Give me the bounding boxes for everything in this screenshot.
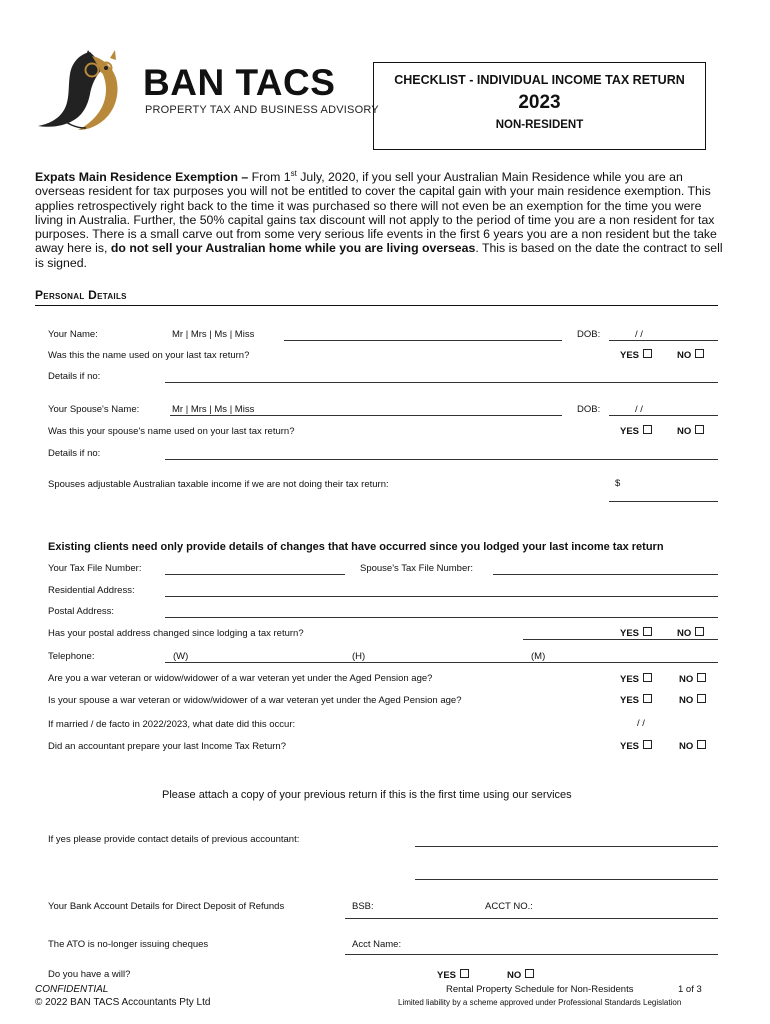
will-question: Do you have a will? [48, 969, 131, 980]
bsb-label: BSB: [352, 901, 374, 912]
bank-details-label: Your Bank Account Details for Direct Deposit of Refunds [48, 901, 285, 912]
spouse-name-used-question: Was this your spouse's name used on your last tax return? [48, 426, 295, 437]
residential-address-input[interactable] [165, 596, 718, 597]
accountant-question: Did an accountant prepare your last Income Tax Return? [48, 741, 286, 752]
acct-no-label: ACCT NO.: [485, 901, 533, 912]
name-used-yes[interactable]: YES [620, 349, 652, 361]
no-cheques-note: The ATO is no-longer issuing cheques [48, 939, 209, 950]
spouse-tfn-input[interactable] [493, 574, 718, 575]
married-question: If married / de facto in 2022/2023, what date did this occur: [48, 719, 296, 730]
accountant-yes[interactable]: YES [620, 740, 652, 752]
phone-work-label: (W) [173, 651, 189, 662]
checkbox-icon[interactable] [695, 349, 704, 358]
intro-from: From 1 [251, 170, 291, 184]
heading-rule [35, 305, 718, 306]
telephone-input[interactable] [165, 662, 718, 663]
spouse-income-label: Spouses adjustable Australian taxable income if we are not doing their tax return: [48, 479, 389, 490]
acct-name-input[interactable] [345, 954, 718, 955]
checkbox-icon[interactable] [643, 694, 652, 703]
spouse-dob-input[interactable] [609, 415, 718, 416]
postal-changed-line [523, 639, 718, 640]
checkbox-icon[interactable] [643, 740, 652, 749]
details-if-no-input[interactable] [165, 382, 718, 383]
intro-text-1: July, 2020, if you sell your Australian Main Residence while you are an overseas resident for tax purposes you will not be entitled to cover the capital gain with your main residence exemption. This applies retrospectively right back to the time it was purchased so there will not even be an exemption for the time you were living in Australia. Further, the 50% capital gains tax discount will not apply to the period of time you are a non resident for tax purposes. There is a small carve out from some very serious life events in the first 6 years you are a non resident but the take away here is, [35, 170, 717, 256]
spouse-dob-label: DOB: [577, 404, 601, 415]
schedule-title: Rental Property Schedule for Non-Residents [446, 984, 634, 995]
checkbox-icon[interactable] [643, 349, 652, 358]
your-name-input[interactable] [284, 340, 562, 341]
intro-sup: st [290, 168, 297, 178]
phone-mobile-label: (M) [531, 651, 546, 662]
war-veteran-no[interactable]: NO [679, 673, 706, 685]
form-title: CHECKLIST - INDIVIDUAL INCOME TAX RETURN [394, 73, 685, 87]
postal-changed-question: Has your postal address changed since lodging a tax return? [48, 628, 304, 639]
existing-clients-note: Existing clients need only provide details of changes that have occurred since you lodged your last income tax return [48, 541, 664, 553]
checkbox-icon[interactable] [695, 627, 704, 636]
name-used-question: Was this the name used on your last tax return? [48, 350, 250, 361]
postal-changed-no[interactable]: NO [677, 627, 704, 639]
spouse-name-label: Your Spouse's Name: [48, 404, 140, 415]
spouse-tfn-label: Spouse's Tax File Number: [360, 563, 474, 574]
spouse-name-used-no[interactable]: NO [677, 425, 704, 437]
dollar-sign: $ [615, 478, 621, 489]
postal-changed-yes[interactable]: YES [620, 627, 652, 639]
personal-details-heading: Personal Details [35, 288, 127, 302]
will-no[interactable]: NO [507, 969, 534, 981]
married-date-slashes[interactable]: / / [637, 718, 645, 729]
dob-input[interactable] [609, 340, 718, 341]
dob-slashes: / / [635, 329, 643, 340]
postal-address-input[interactable] [165, 617, 718, 618]
checkbox-icon[interactable] [643, 627, 652, 636]
intro-bold-warning: do not sell your Australian home while you are living overseas [110, 241, 476, 256]
checkbox-icon[interactable] [525, 969, 534, 978]
spouse-dob-slashes: / / [635, 404, 643, 415]
page-number: 1 of 3 [678, 984, 702, 995]
checkbox-icon[interactable] [695, 425, 704, 434]
spouse-details-if-no-label: Details if no: [48, 448, 101, 459]
residential-address-label: Residential Address: [48, 585, 135, 596]
intro-dash: – [241, 170, 249, 184]
intro-text-2: . This is based on the date the contract to sell is signed. [35, 241, 723, 270]
checkbox-icon[interactable] [697, 694, 706, 703]
postal-address-label: Postal Address: [48, 606, 115, 617]
intro-heading: Expats Main Residence Exemption [35, 170, 238, 184]
spouse-income-input[interactable] [609, 501, 718, 502]
accountant-no[interactable]: NO [679, 740, 706, 752]
checkbox-icon[interactable] [697, 740, 706, 749]
spouse-title-options[interactable]: Mr | Mrs | Ms | Miss [172, 404, 255, 415]
previous-accountant-input-2[interactable] [415, 879, 718, 880]
owl-logo-icon [30, 44, 125, 141]
war-veteran-question: Are you a war veteran or widow/widower of a war veteran yet under the Aged Pension age? [48, 673, 433, 684]
brand-name: BAN TACS [143, 62, 336, 103]
form-year: 2023 [518, 92, 561, 113]
acct-name-label: Acct Name: [352, 939, 402, 950]
checkbox-icon[interactable] [643, 673, 652, 682]
spouse-war-veteran-yes[interactable]: YES [620, 694, 652, 706]
will-yes[interactable]: YES [437, 969, 469, 981]
previous-accountant-label: If yes please provide contact details of previous accountant: [48, 834, 300, 845]
residency-label: NON-RESIDENT [495, 119, 584, 131]
attach-return-note: Please attach a copy of your previous return if this is the first time using our services [162, 789, 572, 801]
details-if-no-label: Details if no: [48, 371, 101, 382]
telephone-label: Telephone: [48, 651, 95, 662]
checkbox-icon[interactable] [643, 425, 652, 434]
confidential-label: CONFIDENTIAL [35, 984, 109, 995]
brand-tagline: PROPERTY TAX AND BUSINESS ADVISORY [145, 104, 379, 116]
liability-note: Limited liability by a scheme approved under Professional Standards Legislation [398, 998, 682, 1007]
bank-details-input[interactable] [345, 918, 718, 919]
spouse-name-used-yes[interactable]: YES [620, 425, 652, 437]
previous-accountant-input-1[interactable] [415, 846, 718, 847]
spouse-war-veteran-no[interactable]: NO [679, 694, 706, 706]
dob-label: DOB: [577, 329, 601, 340]
copyright: © 2022 BAN TACS Accountants Pty Ltd [35, 997, 211, 1008]
spouse-war-veteran-question: Is your spouse a war veteran or widow/widower of a war veteran yet under the Aged Pension age? [48, 695, 462, 706]
your-title-options[interactable]: Mr | Mrs | Ms | Miss [172, 329, 255, 340]
checkbox-icon[interactable] [697, 673, 706, 682]
your-name-label: Your Name: [48, 329, 98, 340]
tfn-input[interactable] [165, 574, 345, 575]
spouse-name-input[interactable] [170, 415, 562, 416]
expat-exemption-note [35, 170, 725, 270]
phone-home-label: (H) [352, 651, 366, 662]
war-veteran-yes[interactable]: YES [620, 673, 652, 685]
name-used-no[interactable]: NO [677, 349, 704, 361]
checkbox-icon[interactable] [460, 969, 469, 978]
spouse-details-if-no-input[interactable] [165, 459, 718, 460]
tfn-label: Your Tax File Number: [48, 563, 142, 574]
